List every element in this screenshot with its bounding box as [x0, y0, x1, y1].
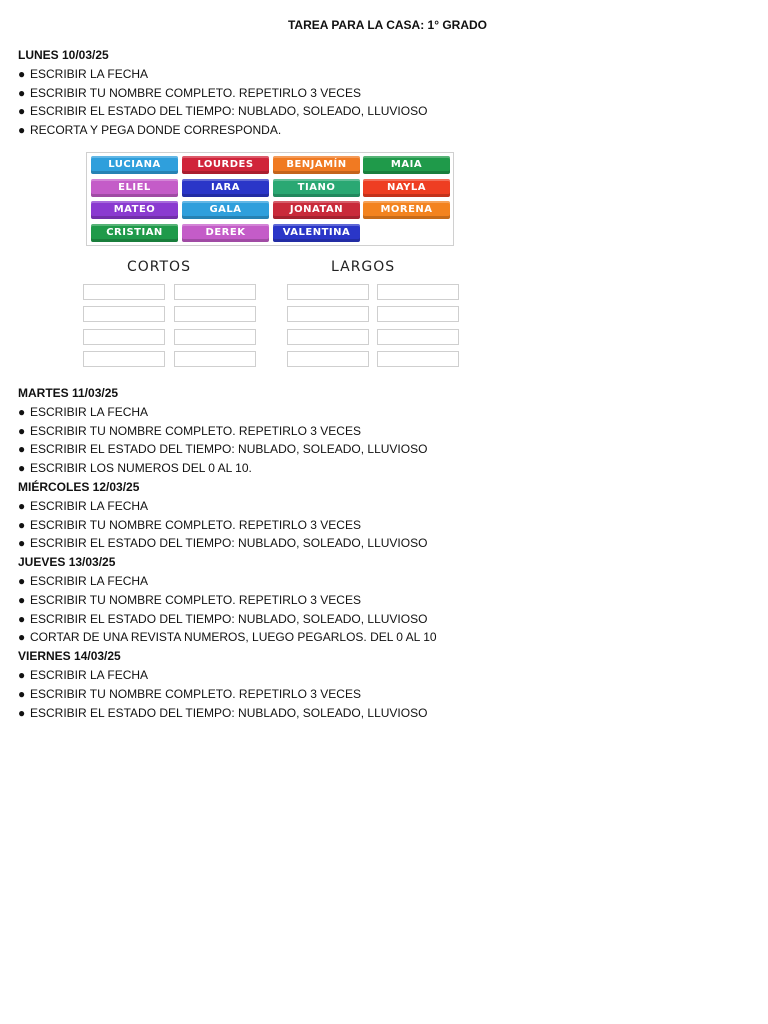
- list-item: ● CORTAR DE UNA REVISTA NUMEROS, LUEGO PEGARLOS. DEL 0 AL 10: [18, 628, 718, 647]
- name-tile: LOURDES: [182, 156, 269, 174]
- day-heading: VIERNES 14/03/25: [18, 649, 121, 664]
- list-item: ● ESCRIBIR EL ESTADO DEL TIEMPO: NUBLADO, SOLEADO, LLUVIOSO: [18, 610, 718, 629]
- bullet-icon: ●: [18, 573, 26, 588]
- name-tile: VALENTINA: [273, 224, 360, 242]
- name-tile: LUCIANA: [91, 156, 178, 174]
- answer-box-long: [287, 351, 369, 367]
- name-tile: TIANO: [273, 179, 360, 197]
- day-heading: LUNES 10/03/25: [18, 48, 109, 62]
- list-item: ● ESCRIBIR LA FECHA: [18, 65, 718, 84]
- name-tile: CRISTIAN: [91, 224, 178, 242]
- column-heading-short: CORTOS: [127, 259, 191, 275]
- name-tile: BENJAMÍN: [273, 156, 360, 174]
- list-item: ● ESCRIBIR EL ESTADO DEL TIEMPO: NUBLADO, SOLEADO, LLUVIOSO: [18, 534, 718, 553]
- bullet-icon: ●: [18, 498, 26, 513]
- list-item: ● ESCRIBIR LA FECHA: [18, 403, 718, 422]
- name-tile: ELIEL: [91, 179, 178, 197]
- name-tile: NAYLA: [363, 179, 450, 197]
- list-item: ● ESCRIBIR LA FECHA: [18, 666, 718, 685]
- list-item: ● ESCRIBIR LA FECHA: [18, 572, 718, 591]
- bullet-icon: ●: [18, 85, 26, 100]
- day-section-lunes: [18, 46, 718, 140]
- name-tile: DEREK: [182, 224, 269, 242]
- list-item: ● ESCRIBIR EL ESTADO DEL TIEMPO: NUBLADO, SOLEADO, LLUVIOSO: [18, 102, 718, 121]
- day-heading: JUEVES 13/03/25: [18, 555, 116, 570]
- bullet-icon: ●: [18, 517, 26, 532]
- answer-box-long: [377, 306, 459, 322]
- answer-box-short: [174, 329, 256, 345]
- answer-box-short: [83, 329, 165, 345]
- answer-box-long: [377, 329, 459, 345]
- list-item: ● ESCRIBIR EL ESTADO DEL TIEMPO: NUBLADO, SOLEADO, LLUVIOSO: [18, 440, 718, 459]
- page-title: TAREA PARA LA CASA: 1° GRADO: [287, 18, 488, 32]
- bullet-icon: ●: [18, 592, 26, 607]
- column-heading-long: LARGOS: [331, 259, 396, 275]
- day-heading: MARTES 11/03/25: [18, 386, 119, 400]
- names-grid: [86, 152, 454, 246]
- bullet-icon: ●: [18, 611, 26, 626]
- name-tile: GALA: [182, 201, 269, 219]
- list-item: ● RECORTA Y PEGA DONDE CORRESPONDA.: [18, 121, 718, 140]
- list-item: ● ESCRIBIR LA FECHA: [18, 497, 718, 516]
- bullet-icon: ●: [18, 536, 26, 551]
- name-tile: IARA: [182, 179, 269, 197]
- bullet-icon: ●: [18, 686, 26, 701]
- answer-box-short: [174, 284, 256, 300]
- answer-box-long: [287, 306, 369, 322]
- answer-box-long: [287, 329, 369, 345]
- bullet-icon: ●: [18, 123, 26, 138]
- list-item: ● ESCRIBIR TU NOMBRE COMPLETO. REPETIRLO 3 VECES: [18, 422, 718, 441]
- bullet-icon: ●: [18, 66, 26, 81]
- list-item: ● ESCRIBIR TU NOMBRE COMPLETO. REPETIRLO 3 VECES: [18, 84, 718, 103]
- answer-box-long: [377, 284, 459, 300]
- day-section-rest: [18, 384, 718, 722]
- name-tile: MATEO: [91, 201, 178, 219]
- name-tile: MORENA: [363, 201, 450, 219]
- bullet-icon: ●: [18, 104, 26, 119]
- bullet-icon: ●: [18, 442, 26, 457]
- bullet-icon: ●: [18, 423, 26, 438]
- list-item: ● ESCRIBIR TU NOMBRE COMPLETO. REPETIRLO 3 VECES: [18, 591, 718, 610]
- answer-box-short: [174, 351, 256, 367]
- bullet-icon: ●: [18, 667, 26, 682]
- name-tile: JONATAN: [273, 201, 360, 219]
- list-item: ● ESCRIBIR EL ESTADO DEL TIEMPO: NUBLADO, SOLEADO, LLUVIOSO: [18, 704, 718, 723]
- day-heading: MIÉRCOLES 12/03/25: [18, 479, 140, 494]
- bullet-icon: ●: [18, 461, 26, 476]
- list-item: ● ESCRIBIR TU NOMBRE COMPLETO. REPETIRLO 3 VECES: [18, 685, 718, 704]
- answer-box-short: [83, 284, 165, 300]
- answer-box-long: [377, 351, 459, 367]
- answer-box-short: [83, 351, 165, 367]
- answer-box-short: [83, 306, 165, 322]
- answer-box-long: [287, 284, 369, 300]
- list-item: ● ESCRIBIR LOS NUMEROS DEL 0 AL 10.: [18, 459, 718, 478]
- name-tile: MAIA: [363, 156, 450, 174]
- bullet-icon: ●: [18, 630, 26, 645]
- bullet-icon: ●: [18, 705, 26, 720]
- answer-box-short: [174, 306, 256, 322]
- bullet-icon: ●: [18, 404, 26, 419]
- list-item: ● ESCRIBIR TU NOMBRE COMPLETO. REPETIRLO 3 VECES: [18, 516, 718, 535]
